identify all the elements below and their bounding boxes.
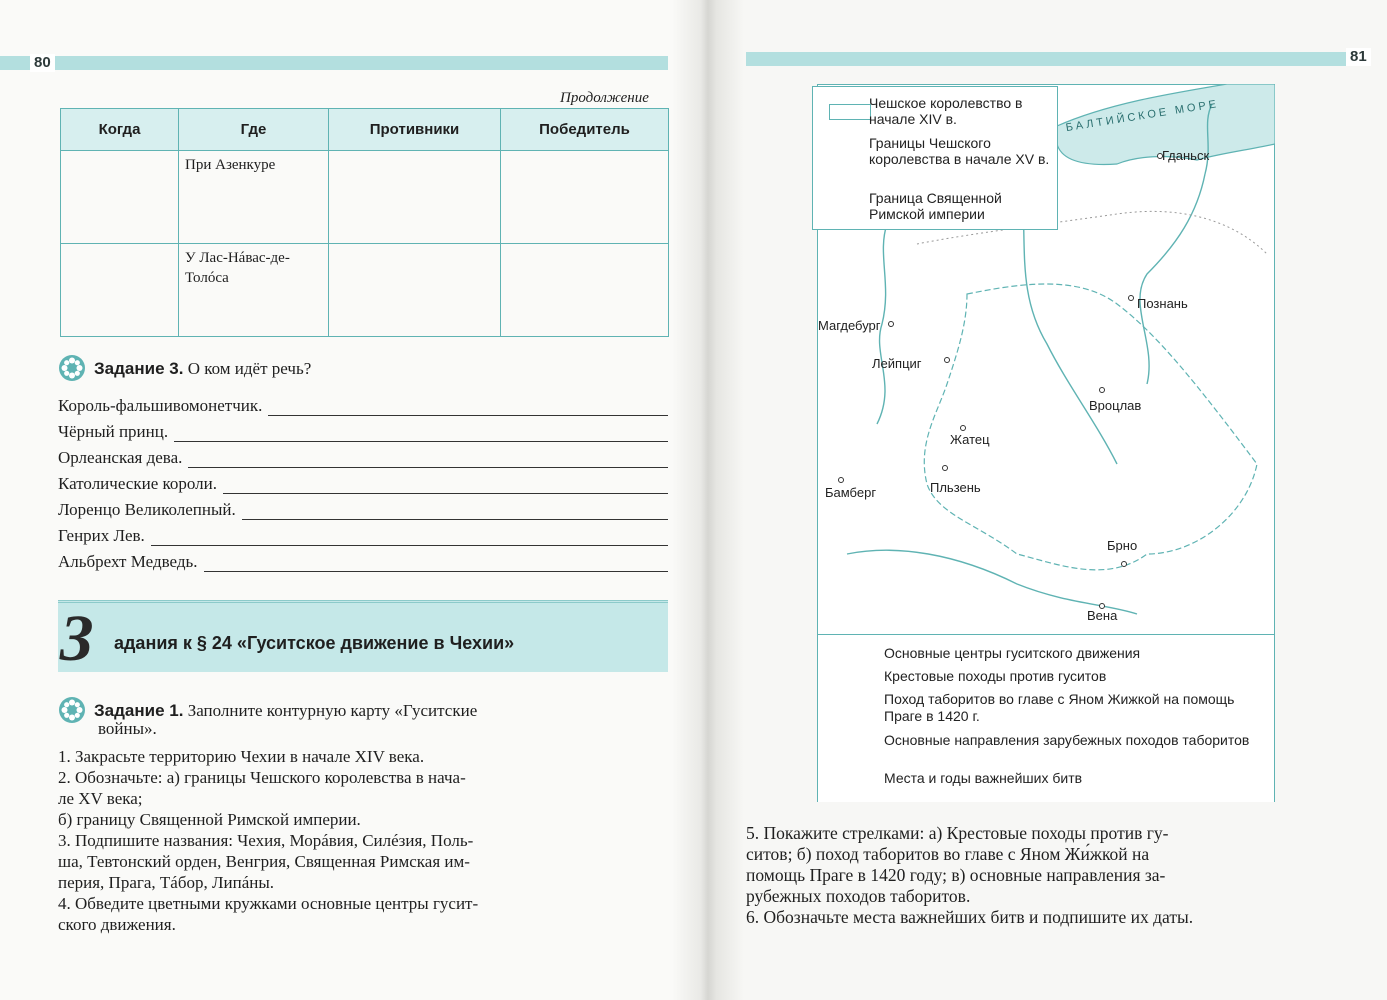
city-label: Бамберг	[825, 485, 877, 500]
legend-item: Основные центры гуситского движения	[884, 645, 1141, 661]
legend-item: Места и годы важнейших битв	[884, 770, 1083, 786]
city-dot	[889, 322, 894, 327]
qa-prompt: Орлеанская дева.	[58, 448, 183, 467]
answer-line[interactable]	[174, 424, 668, 442]
instruction-line: ского движения.	[58, 915, 176, 934]
instruction-line: 5. Покажите стрелками: а) Крестовые походы против гу-	[746, 823, 1169, 843]
city-label: Вроцлав	[1089, 398, 1142, 413]
map-legend-top	[812, 86, 1058, 230]
table-continuation-label: Продолжение	[560, 90, 649, 106]
answer-line[interactable]	[242, 502, 668, 520]
qa-row	[58, 494, 668, 520]
qa-row	[58, 442, 668, 468]
instruction-line: 4. Обведите цветными кружками основные центры гусит-	[58, 894, 479, 913]
book-gutter	[672, 0, 744, 1000]
qa-prompt: Чёрный принц.	[58, 422, 169, 441]
territory-swatch	[829, 104, 871, 120]
task-3-heading	[58, 354, 311, 382]
answer-line[interactable]	[204, 554, 668, 572]
city-label: Магдебург	[818, 318, 881, 333]
header-band-right	[746, 52, 1346, 66]
section-title: адания к § 24 «Гуситское движение в Чехии»	[114, 633, 515, 653]
instruction-line: ша, Тевтонский орден, Венгрия, Священная Римская им-	[58, 852, 470, 871]
task-1-label: Задание 1.	[94, 701, 184, 720]
answer-cell-opponents[interactable]	[329, 244, 501, 337]
legend-item: Поход таборитов во главе с Яном Жижкой на помощь Праге в 1420 г.	[884, 691, 1235, 724]
instruction-line: ле XV века;	[58, 789, 143, 808]
legend-item: Основные направления зарубежных походов таборитов	[884, 732, 1250, 748]
instruction-line: рубежных походов таборитов.	[746, 886, 971, 906]
table-cell-where: У Лас-Нáвас-де-Толóса	[179, 244, 329, 337]
section-banner	[58, 600, 668, 675]
instruction-line: 3. Подпишите названия: Чехия, Морáвия, Силéзия, Поль-	[58, 831, 474, 850]
qa-row	[58, 520, 668, 546]
table-header-row	[61, 109, 669, 151]
table-row	[61, 244, 669, 337]
task-flower-icon	[58, 696, 86, 724]
city-label: Лейпциг	[872, 356, 922, 371]
city-dot	[1129, 296, 1134, 301]
answer-cell-opponents[interactable]	[329, 151, 501, 244]
river-line	[1140, 174, 1205, 384]
section-initial-letter: З	[60, 602, 94, 675]
city-label: Пльзень	[930, 480, 981, 495]
city-dot	[1100, 388, 1105, 393]
task-1-text: Заполните контурную карту «Гуситские	[187, 701, 478, 720]
answer-line[interactable]	[188, 450, 668, 468]
city-dot	[961, 426, 966, 431]
city-label: Брно	[1107, 538, 1138, 553]
qa-prompt: Католические короли.	[58, 474, 218, 493]
table-row	[61, 151, 669, 244]
city-label: Вена	[1087, 608, 1118, 623]
river-line	[1022, 194, 1117, 464]
task-3-question: О ком идёт речь?	[187, 359, 312, 378]
instruction-line: б) границу Священной Римской империи.	[58, 810, 361, 829]
qa-prompt: Лоренцо Великолепный.	[58, 500, 236, 519]
city-label: Гданьск	[1162, 148, 1210, 163]
answer-line[interactable]	[151, 528, 668, 546]
table-header-cell: Победитель	[501, 109, 669, 151]
answer-line[interactable]	[268, 398, 668, 416]
answer-cell-when[interactable]	[61, 244, 179, 337]
answer-cell-when[interactable]	[61, 151, 179, 244]
legend-item: Границы Чешского королевства в начале XV в.	[869, 135, 1050, 167]
city-label: Познань	[1137, 296, 1188, 311]
legend-item: Чешское королевство в начале XIV в.	[869, 95, 1023, 127]
answer-cell-winner[interactable]	[501, 244, 669, 337]
legend-item: Крестовые походы против гуситов	[884, 668, 1107, 684]
battles-table	[60, 108, 669, 337]
qa-row	[58, 468, 668, 494]
qa-prompt: Альбрехт Медведь.	[58, 552, 198, 571]
city-dot	[1122, 562, 1127, 567]
task-3-label: Задание 3.	[94, 359, 184, 378]
instruction-line: 6. Обозначьте места важнейших битв и подпишите их даты.	[746, 907, 1194, 927]
qa-row	[58, 390, 668, 416]
header-band-left	[0, 56, 668, 70]
instruction-line: помощь Праге в 1420 году; в) основные направления за-	[746, 865, 1166, 885]
qa-prompt: Король-фальшивомонетчик.	[58, 396, 263, 415]
river-line	[847, 550, 1137, 614]
table-cell-where: При Азенкуре	[179, 151, 329, 244]
border-line	[924, 284, 1257, 570]
table-header-cell: Противники	[329, 109, 501, 151]
legend-item: Граница Священной Римской империи	[869, 190, 1002, 222]
qa-prompt: Генрих Лев.	[58, 526, 145, 545]
qa-row	[58, 416, 668, 442]
instruction-line: 2. Обозначьте: а) границы Чешского королевства в нача-	[58, 768, 466, 787]
page-number-left: 80	[30, 54, 55, 72]
city-dot	[945, 358, 950, 363]
city-dot	[943, 466, 948, 471]
instruction-line: перия, Прага, Тáбор, Липáны.	[58, 873, 275, 892]
task-1-text-cont: войны».	[98, 719, 157, 738]
task-flower-icon	[58, 354, 86, 382]
city-label: Жатец	[950, 432, 990, 447]
page-number-right: 81	[1346, 48, 1371, 66]
answer-line[interactable]	[223, 476, 668, 494]
sea-label: БАЛТИЙСКОЕ МОРЕ	[1065, 97, 1220, 135]
map-legend-bottom	[818, 634, 1274, 802]
city-dot	[839, 478, 844, 483]
qa-row	[58, 546, 668, 572]
instruction-line: 1. Закрасьте территорию Чехии в начале XIV века.	[58, 747, 425, 766]
table-header-cell: Когда	[61, 109, 179, 151]
table-header-cell: Где	[179, 109, 329, 151]
answer-cell-winner[interactable]	[501, 151, 669, 244]
instruction-line: ситов; б) поход таборитов во главе с Яном Жи́жкой на	[746, 844, 1150, 864]
